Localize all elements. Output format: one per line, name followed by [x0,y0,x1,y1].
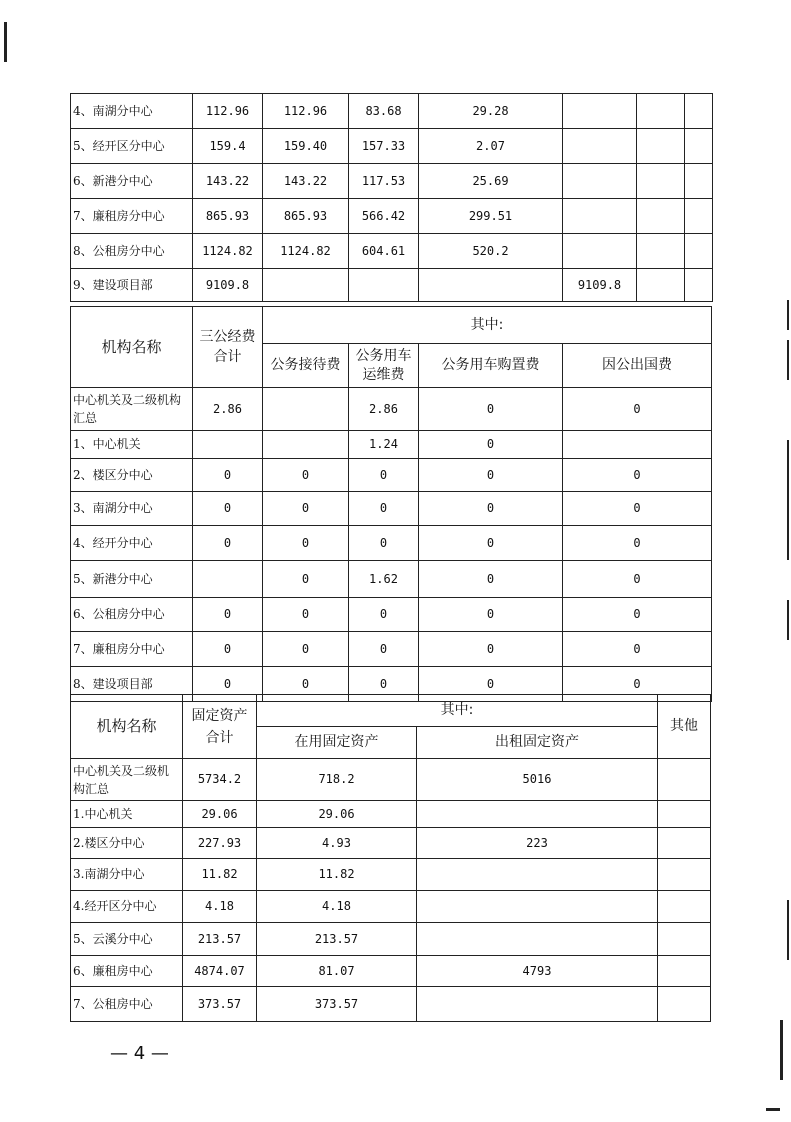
table-row [71,923,711,956]
t2-cell-reception: 0 [263,632,349,667]
scan-mark-bottom [766,1108,780,1111]
t2-cell-vehicle-ops: 2.86 [349,388,419,431]
table-row [71,492,712,526]
t2-header-org-name: 机构名称 [71,307,193,388]
t1-cell-name: 7、廉租房分中心 [71,199,193,234]
t1-cell-c2: 112.96 [263,94,349,129]
t2-cell-name: 4、经开分中心 [71,526,193,561]
t2-cell-overseas: 0 [563,632,712,667]
t2-cell-vehicle-purchase: 0 [419,492,563,526]
t1-cell-c4: 299.51 [419,199,563,234]
t2-cell-vehicle-ops: 0 [349,459,419,492]
t3-cell-in-use: 718.2 [257,759,417,801]
table-row [71,269,713,302]
table1-body [71,94,713,302]
scan-mark-right-3 [787,440,789,560]
t1-cell-c6 [637,94,685,129]
t1-cell-c5 [563,94,637,129]
t1-cell-name: 6、新港分中心 [71,164,193,199]
t3-cell-in-use: 4.93 [257,828,417,859]
t3-cell-name: 1.中心机关 [71,801,183,828]
t2-cell-overseas: 0 [563,561,712,598]
t2-cell-vehicle-ops: 0 [349,598,419,632]
t3-cell-total: 5734.2 [183,759,257,801]
t3-cell-name: 中心机关及二级机构汇总 [71,759,183,801]
t2-cell-name: 1、中心机关 [71,431,193,459]
t3-cell-other [658,828,711,859]
table-row [71,388,712,431]
t3-header-in-use: 在用固定资产 [257,727,417,759]
table2-body [71,307,712,702]
t2-header-total: 三公经费合计 [193,307,263,388]
t2-header-vehicle-purchase: 公务用车购置费 [419,344,563,388]
table-row [71,129,713,164]
table-row [71,526,712,561]
t2-cell-total: 0 [193,598,263,632]
t3-header-other: 其他 [658,695,711,759]
t2-cell-reception: 0 [263,526,349,561]
t1-cell-name: 4、南湖分中心 [71,94,193,129]
table-row [71,459,712,492]
t2-header-vehicle-ops: 公务用车运维费 [349,344,419,388]
t2-cell-vehicle-ops: 1.24 [349,431,419,459]
t3-cell-leased: 223 [417,828,658,859]
t3-cell-leased [417,801,658,828]
expenditure-table-continued [70,93,713,302]
table-row [71,234,713,269]
t2-cell-vehicle-purchase: 0 [419,388,563,431]
t3-cell-leased [417,987,658,1022]
t1-cell-c5 [563,199,637,234]
t1-cell-c3: 83.68 [349,94,419,129]
t2-cell-vehicle-ops: 0 [349,492,419,526]
t2-cell-vehicle-ops: 0 [349,526,419,561]
t2-cell-vehicle-purchase: 0 [419,561,563,598]
t1-cell-c5 [563,164,637,199]
t1-cell-name: 8、公租房分中心 [71,234,193,269]
table-row [71,598,712,632]
t2-cell-total [193,561,263,598]
table-row [71,759,711,801]
t2-cell-reception: 0 [263,667,349,702]
t1-cell-c6 [637,199,685,234]
t1-cell-c6 [637,269,685,302]
t3-cell-name: 4.经开区分中心 [71,891,183,923]
t1-cell-c7 [685,199,713,234]
t2-cell-vehicle-purchase: 0 [419,459,563,492]
t3-cell-total: 4.18 [183,891,257,923]
t1-cell-c4 [419,269,563,302]
scan-mark-right-6 [780,1020,783,1080]
t1-cell-name: 9、建设项目部 [71,269,193,302]
t2-cell-vehicle-purchase: 0 [419,667,563,702]
t1-cell-c6 [637,164,685,199]
t1-cell-c5 [563,234,637,269]
t2-cell-name: 3、南湖分中心 [71,492,193,526]
t1-cell-c5: 9109.8 [563,269,637,302]
table-row [71,431,712,459]
t1-cell-c1: 159.4 [193,129,263,164]
t1-cell-c7 [685,129,713,164]
t1-cell-c2 [263,269,349,302]
t1-cell-c7 [685,269,713,302]
t1-cell-c6 [637,234,685,269]
t2-cell-name: 2、楼区分中心 [71,459,193,492]
t3-cell-leased: 4793 [417,956,658,987]
t2-cell-vehicle-purchase: 0 [419,431,563,459]
t3-cell-in-use: 213.57 [257,923,417,956]
t3-cell-total: 373.57 [183,987,257,1022]
t3-cell-other [658,891,711,923]
t2-cell-name: 5、新港分中心 [71,561,193,598]
t2-cell-total: 0 [193,459,263,492]
table-row [71,987,711,1022]
t3-cell-total: 213.57 [183,923,257,956]
t3-header-total: 固定资产合计 [183,695,257,759]
t2-cell-reception: 0 [263,598,349,632]
t2-cell-overseas: 0 [563,667,712,702]
t1-cell-c7 [685,94,713,129]
t2-cell-name: 7、廉租房分中心 [71,632,193,667]
t2-cell-vehicle-ops: 1.62 [349,561,419,598]
t2-cell-overseas: 0 [563,459,712,492]
t1-cell-c1: 143.22 [193,164,263,199]
t3-cell-leased [417,923,658,956]
t1-cell-c2: 159.40 [263,129,349,164]
t3-cell-other [658,759,711,801]
table-row [71,632,712,667]
t3-cell-in-use: 29.06 [257,801,417,828]
t3-cell-leased: 5016 [417,759,658,801]
t3-cell-other [658,859,711,891]
t2-cell-overseas: 0 [563,388,712,431]
three-public-expenses-table [70,306,712,702]
t2-cell-total: 0 [193,492,263,526]
t2-cell-vehicle-ops: 0 [349,632,419,667]
scan-mark-left [4,22,7,62]
t3-cell-total: 29.06 [183,801,257,828]
t2-cell-reception [263,388,349,431]
t1-cell-c5 [563,129,637,164]
t1-cell-c2: 143.22 [263,164,349,199]
t3-cell-total: 11.82 [183,859,257,891]
t1-cell-c3: 157.33 [349,129,419,164]
t2-cell-reception: 0 [263,459,349,492]
t2-cell-total: 0 [193,526,263,561]
t1-cell-c1: 1124.82 [193,234,263,269]
t2-cell-reception: 0 [263,561,349,598]
t3-header-org-name: 机构名称 [71,695,183,759]
table-row [71,891,711,923]
t1-cell-name: 5、经开区分中心 [71,129,193,164]
t3-cell-total: 227.93 [183,828,257,859]
t2-cell-vehicle-purchase: 0 [419,632,563,667]
t1-cell-c2: 1124.82 [263,234,349,269]
t3-cell-in-use: 11.82 [257,859,417,891]
table3-body [71,695,711,1022]
t3-cell-in-use: 81.07 [257,956,417,987]
table-row [71,94,713,129]
table-row [71,561,712,598]
t2-cell-overseas: 0 [563,526,712,561]
t2-cell-overseas: 0 [563,492,712,526]
table-row [71,828,711,859]
t3-cell-name: 5、云溪分中心 [71,923,183,956]
t2-cell-overseas: 0 [563,598,712,632]
table-row [71,956,711,987]
t2-cell-overseas [563,431,712,459]
t3-cell-leased [417,859,658,891]
scan-mark-right-1 [787,300,789,330]
t3-cell-name: 2.楼区分中心 [71,828,183,859]
scan-mark-right-4 [787,600,789,640]
t1-cell-c4: 2.07 [419,129,563,164]
t2-cell-name: 8、建设项目部 [71,667,193,702]
t1-cell-c3 [349,269,419,302]
t2-header-of-which: 其中: [263,307,712,344]
t1-cell-c6 [637,129,685,164]
scan-mark-right-5 [787,900,789,960]
table-row [71,859,711,891]
t2-cell-reception [263,431,349,459]
t2-cell-vehicle-purchase: 0 [419,526,563,561]
t3-cell-other [658,987,711,1022]
t3-cell-leased [417,891,658,923]
t1-cell-c3: 117.53 [349,164,419,199]
t2-cell-total: 0 [193,632,263,667]
t2-cell-name: 中心机关及二级机构汇总 [71,388,193,431]
t3-cell-total: 4874.07 [183,956,257,987]
table-row [71,801,711,828]
t2-cell-reception: 0 [263,492,349,526]
t1-cell-c1: 9109.8 [193,269,263,302]
t2-cell-total [193,431,263,459]
t2-cell-name: 6、公租房分中心 [71,598,193,632]
t3-cell-name: 7、公租房中心 [71,987,183,1022]
t1-cell-c1: 112.96 [193,94,263,129]
t1-cell-c1: 865.93 [193,199,263,234]
t1-cell-c2: 865.93 [263,199,349,234]
scan-mark-right-2 [787,340,789,380]
t1-cell-c4: 25.69 [419,164,563,199]
t3-cell-name: 3.南湖分中心 [71,859,183,891]
t3-cell-other [658,923,711,956]
t2-cell-vehicle-ops: 0 [349,667,419,702]
t3-cell-name: 6、廉租房中心 [71,956,183,987]
page-number: — 4 — [110,1043,169,1064]
t3-cell-in-use: 373.57 [257,987,417,1022]
t3-header-leased: 出租固定资产 [417,727,658,759]
t1-cell-c7 [685,234,713,269]
t2-header-overseas: 因公出国费 [563,344,712,388]
t2-cell-vehicle-purchase: 0 [419,598,563,632]
table-row [71,164,713,199]
t3-cell-other [658,956,711,987]
t2-header-reception: 公务接待费 [263,344,349,388]
t3-header-of-which: 其中: [257,695,658,727]
t3-cell-in-use: 4.18 [257,891,417,923]
t1-cell-c3: 566.42 [349,199,419,234]
t1-cell-c4: 520.2 [419,234,563,269]
t1-cell-c7 [685,164,713,199]
fixed-assets-table [70,694,711,1022]
t2-cell-total: 2.86 [193,388,263,431]
t1-cell-c4: 29.28 [419,94,563,129]
t2-cell-total: 0 [193,667,263,702]
t1-cell-c3: 604.61 [349,234,419,269]
t3-cell-other [658,801,711,828]
table-row [71,199,713,234]
